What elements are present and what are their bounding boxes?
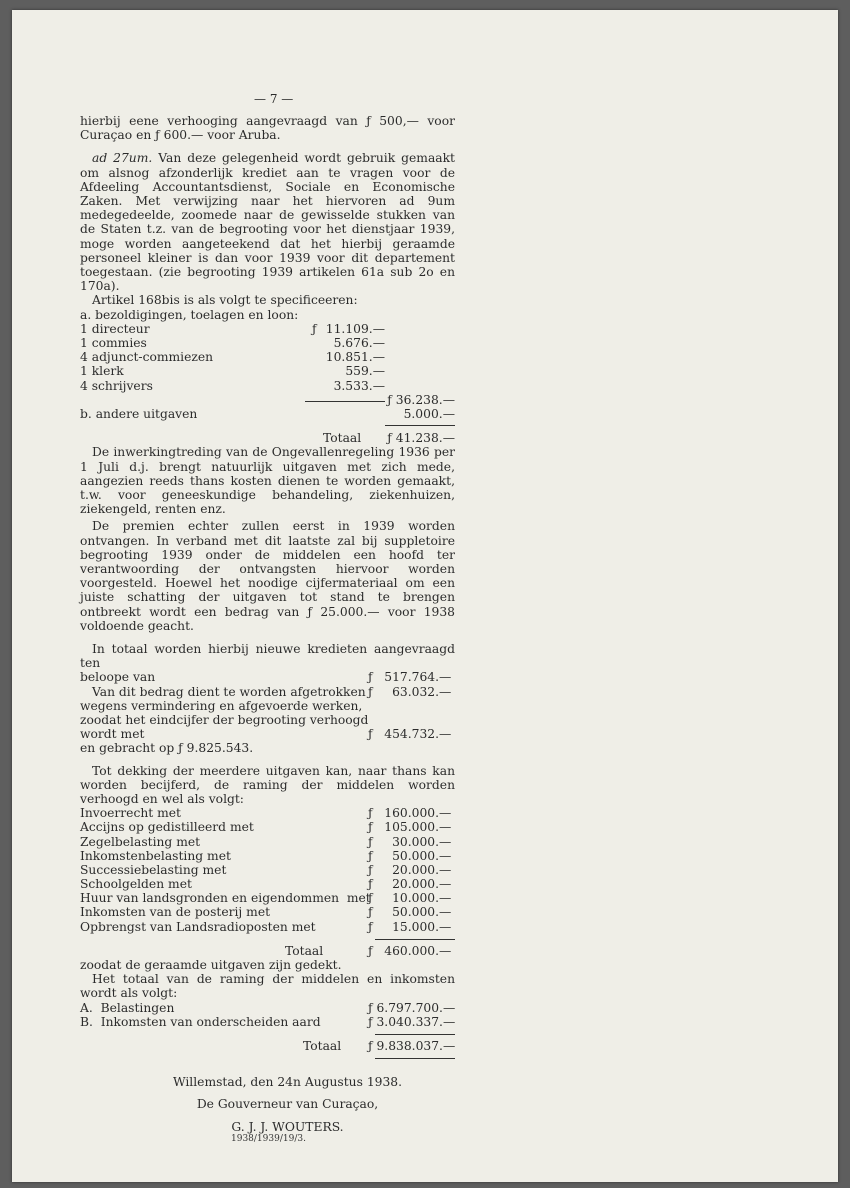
raming-value: ƒ 6.797.700.— bbox=[368, 1000, 456, 1015]
ad27-text: Van deze gelegenheid wordt gebruik gemaakt om alsnog afzonderlijk krediet aan te vragen voor de Afdeeling Accountantsdienst, Sociale en Economische Zaken. Met verwijzing naar het hiervoren ad 9um medegedeelde, zoomede naar de gewisselde stukken van de Staten t.z. van de begrooting voor het dienstjaar 1939, moge worden aangeteekend dat het hierbij geraamde personeel kleiner is dan voor 1939 voor dit departement toegestaan. (zie begrooting 1939 artikelen 61a sub 2o en 170a). bbox=[80, 151, 455, 294]
income-total-row bbox=[80, 944, 455, 958]
raming-row bbox=[80, 1015, 455, 1029]
credits-value: ƒ 454.732.— bbox=[368, 727, 452, 742]
spec-row bbox=[80, 336, 455, 350]
income-value: ƒ 50.000.— bbox=[368, 848, 452, 863]
spec-row bbox=[80, 379, 455, 393]
income-label: Invoerrecht met bbox=[80, 806, 181, 821]
income-value: ƒ 160.000.— bbox=[368, 806, 452, 821]
credits-label: wordt met bbox=[80, 727, 145, 742]
spec-rule-row bbox=[80, 421, 455, 431]
income-label: Inkomstenbelasting met bbox=[80, 848, 231, 863]
credits-label: zoodat het eindcijfer der begrooting verhoogd bbox=[80, 712, 369, 727]
signatory-title: De Gouverneur van Curaçao, bbox=[196, 1097, 379, 1112]
place-date: Willemstad, den 24n Augustus 1938. bbox=[172, 1075, 403, 1090]
income-row bbox=[80, 920, 455, 934]
spec-label: 1 commies bbox=[80, 336, 147, 351]
divider bbox=[375, 1058, 455, 1059]
income-value: ƒ 20.000.— bbox=[368, 862, 452, 877]
spec-subtotal: ƒ 36.238.— bbox=[387, 392, 455, 407]
spec-a-heading: a. bezoldigingen, toelagen en loon: bbox=[80, 307, 299, 322]
spec-row bbox=[80, 364, 455, 378]
divider bbox=[385, 425, 455, 426]
ad27-paragraph bbox=[80, 151, 455, 293]
raming-table bbox=[80, 1001, 455, 1064]
income-label: Schoolgelden met bbox=[80, 877, 192, 892]
spec-value: 3.533.— bbox=[333, 378, 385, 393]
credits-label: wegens vermindering en afgevoerde werken, bbox=[80, 698, 363, 713]
divider bbox=[375, 1034, 455, 1035]
spec-b-label: b. andere uitgaven bbox=[80, 406, 198, 421]
income-value: ƒ 20.000.— bbox=[368, 877, 452, 892]
spec-prefix: ƒ bbox=[312, 321, 317, 336]
raming-label: B. Inkomsten van onderscheiden aard bbox=[80, 1014, 321, 1029]
dekking-intro: Tot dekking der meerdere uitgaven kan, naar thans kan worden becijferd, de raming der middelen worden verhoogd en wel als volgt: bbox=[80, 763, 455, 806]
spec-value: 559.— bbox=[345, 364, 385, 379]
income-label: Successiebelasting met bbox=[80, 862, 227, 877]
gedekt-line: zoodat de geraamde uitgaven zijn gedekt. bbox=[80, 958, 342, 972]
income-value: ƒ 50.000.— bbox=[368, 905, 452, 920]
spec-intro: Artikel 168bis is als volgt te specificeeren: bbox=[92, 293, 358, 308]
credits-row bbox=[80, 670, 455, 684]
footer-code: 1938/1939/19/3. bbox=[231, 1134, 306, 1144]
divider bbox=[375, 939, 455, 940]
signature-block bbox=[80, 1075, 455, 1134]
spec-label: 1 directeur bbox=[80, 321, 150, 336]
spec-value: 10.851.— bbox=[325, 350, 385, 365]
credits-row bbox=[80, 699, 455, 713]
credits-row bbox=[80, 741, 455, 755]
income-rule-row bbox=[80, 934, 455, 944]
spec-total-label: Totaal bbox=[323, 431, 362, 446]
credits-label: beloope van bbox=[80, 670, 156, 685]
spec-b-value: 5.000.— bbox=[403, 406, 455, 421]
income-row bbox=[80, 835, 455, 849]
income-total-value: ƒ 460.000.— bbox=[368, 943, 452, 958]
spec-row bbox=[80, 350, 455, 364]
income-label: Huur van landsgronden en eigendommen met bbox=[80, 891, 371, 906]
income-row bbox=[80, 891, 455, 905]
credits-row bbox=[80, 685, 455, 699]
income-label: Zegelbelasting met bbox=[80, 834, 201, 849]
income-table bbox=[80, 806, 455, 958]
spec-subtotal-row bbox=[80, 393, 455, 407]
raming-intro: Het totaal van de raming der middelen en inkomsten wordt als volgt: bbox=[80, 972, 455, 1001]
divider bbox=[305, 401, 385, 402]
credits-row bbox=[80, 713, 455, 727]
raming-total-row bbox=[80, 1039, 455, 1053]
raming-label: A. Belastingen bbox=[80, 1000, 175, 1015]
spec-total-row bbox=[80, 431, 455, 445]
spec-label: 4 adjunct-commiezen bbox=[80, 350, 214, 365]
spec-value: 5.676.— bbox=[333, 336, 385, 351]
income-value: ƒ 10.000.— bbox=[368, 891, 452, 906]
income-value: ƒ 15.000.— bbox=[368, 919, 452, 934]
raming-total-label: Totaal bbox=[303, 1038, 342, 1053]
spec-b-row bbox=[80, 407, 455, 421]
page-number: — 7 — bbox=[254, 92, 294, 106]
income-value: ƒ 105.000.— bbox=[368, 820, 452, 835]
income-row bbox=[80, 905, 455, 919]
income-label: Accijns op gedistilleerd met bbox=[80, 820, 254, 835]
credits-row bbox=[80, 727, 455, 741]
raming-row bbox=[80, 1001, 455, 1015]
ongevallen-paragraph: De inwerkingtreding van de Ongevallenregeling 1936 per 1 Juli d.j. brengt natuurlijk uitgaven met zich mede, aangezien reeds thans kosten dienen te worden gemaakt, t.w. voor geneeskundige behandeling, ziekenhuizen, ziekengeld, renten enz. bbox=[80, 445, 455, 517]
spec-value: 11.109.— bbox=[325, 321, 385, 336]
income-row bbox=[80, 820, 455, 834]
spec-label: 1 klerk bbox=[80, 364, 124, 379]
income-total-label: Totaal bbox=[285, 943, 324, 958]
income-row bbox=[80, 877, 455, 891]
spec-label: 4 schrijvers bbox=[80, 378, 153, 393]
spec-table bbox=[80, 322, 455, 446]
credits-line1: In totaal worden hierbij nieuwe kredieten aangevraagd ten bbox=[80, 641, 455, 671]
ad27-label: ad 27um. bbox=[92, 151, 153, 166]
premien-paragraph: De premien echter zullen eerst in 1939 worden ontvangen. In verband met dit laatste zal bij suppletoire begrooting 1939 onder de middelen een hoofd ter verantwoording der ontvangsten hiervoor worden voorgesteld. Hoewel het noodige cijfermateriaal om een juiste schatting der uitgaven tot stand te brengen ontbreekt wordt een bedrag van ƒ 25.000.— voor 1938 voldoende geacht. bbox=[80, 519, 455, 633]
intro-paragraph: hierbij eene verhooging aangevraagd van ƒ 500,— voor Curaçao en ƒ 600.— voor Aruba. bbox=[80, 114, 455, 143]
income-row bbox=[80, 849, 455, 863]
spec-row bbox=[80, 322, 455, 336]
income-label: Opbrengst van Landsradioposten met bbox=[80, 919, 316, 934]
income-row bbox=[80, 863, 455, 877]
credits-label: en gebracht op ƒ 9.825.543. bbox=[80, 741, 254, 756]
credits-label: Van dit bedrag dient te worden afgetrokken bbox=[92, 684, 366, 699]
raming-value: ƒ 3.040.337.— bbox=[368, 1014, 456, 1029]
raming-rule-row bbox=[80, 1029, 455, 1039]
raming-rule-row bbox=[80, 1053, 455, 1063]
raming-total-value: ƒ 9.838.037.— bbox=[368, 1038, 456, 1053]
income-row bbox=[80, 806, 455, 820]
credits-value: ƒ 63.032.— bbox=[368, 684, 452, 699]
credits-block bbox=[80, 642, 455, 756]
spec-total-value: ƒ 41.238.— bbox=[387, 431, 455, 446]
document-body bbox=[80, 114, 455, 1134]
credits-value: ƒ 517.764.— bbox=[368, 670, 452, 685]
income-value: ƒ 30.000.— bbox=[368, 834, 452, 849]
income-label: Inkomsten van de posterij met bbox=[80, 905, 271, 920]
signatory-name: G. J. J. WOUTERS. bbox=[231, 1119, 344, 1134]
